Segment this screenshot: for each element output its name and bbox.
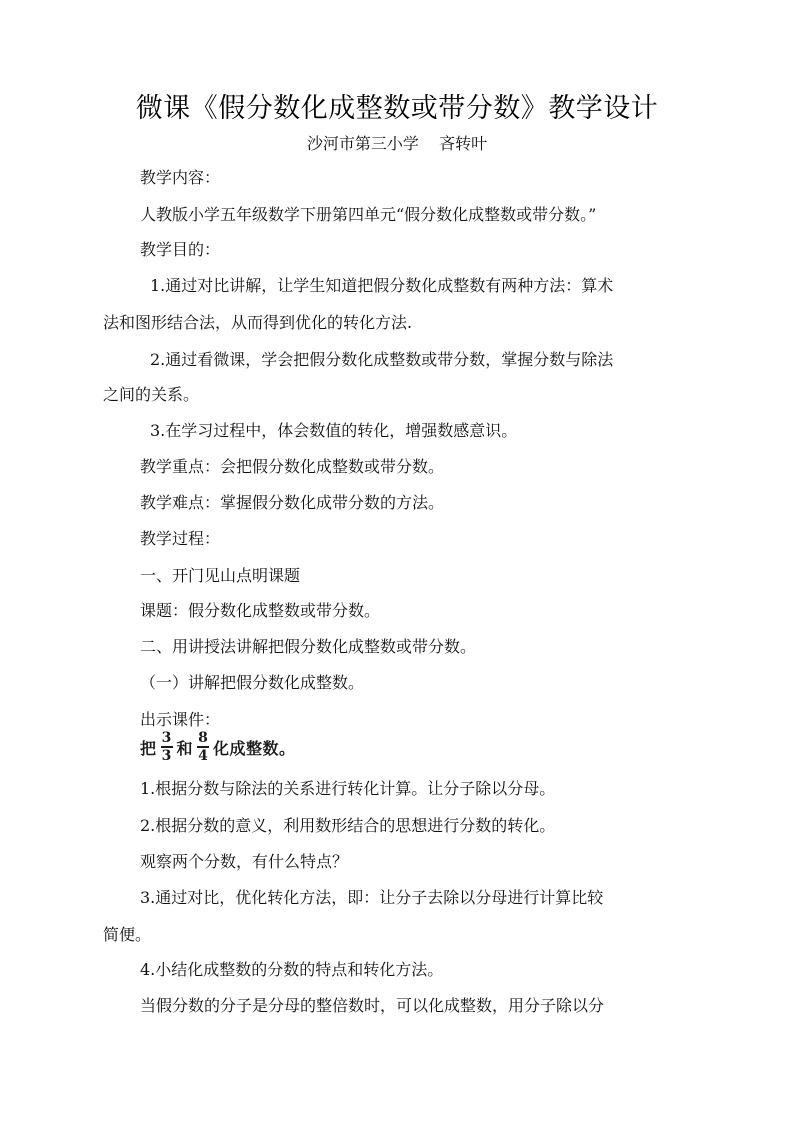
document-title: 微课《假分数化成整数或带分数》教学设计 [135, 93, 659, 124]
fraction-three-thirds [161, 731, 173, 763]
text-line: （一）讲解把假分数化成整数。 [140, 673, 365, 692]
courseware-middle: 和 [176, 738, 194, 758]
text-line: 当假分数的分子是分母的整倍数时，可以化成整数，用分子除以分 [140, 996, 605, 1015]
text-line: 4.小结化成整数的分数的特点和转化方法。 [140, 960, 444, 979]
text-line: 教学目的： [140, 240, 221, 259]
text-line: 2.根据分数的意义，利用数形结合的思想进行分数的转化。 [140, 816, 556, 835]
document-author: 沙河市第三小学 吝转叶 [306, 134, 488, 153]
text-line: 观察两个分数，有什么特点？ [140, 852, 349, 871]
text-line: 教学重点：会把假分数化成整数或带分数。 [140, 457, 445, 476]
courseware-prefix: 把 [140, 738, 157, 758]
text-line: 教学难点：掌握假分数化成带分数的方法。 [140, 493, 445, 512]
fraction-denominator: 3 [161, 748, 172, 764]
courseware-image [140, 730, 296, 764]
fraction-numerator: 8 [198, 730, 208, 746]
fraction-eight-fourths [197, 731, 209, 763]
courseware-suffix: 化成整数。 [213, 738, 296, 758]
text-line: 1.根据分数与除法的关系进行转化计算。让分子除以分母。 [140, 779, 556, 798]
text-line: 一、开门见山点明课题 [140, 566, 301, 585]
text-line: 3.通过对比，优化转化方法，即：让分子去除以分母进行计算比较 [140, 888, 604, 907]
text-line: 3.在学习过程中，体会数值的转化，增强数感意识。 [150, 421, 518, 440]
text-line: 法和图形结合法，从而得到优化的转化方法. [103, 313, 413, 332]
fraction-denominator: 4 [198, 748, 208, 764]
text-line: 人教版小学五年级数学下册第四单元“假分数化成整数或带分数。” [140, 205, 597, 224]
text-line: 二、用讲授法讲解把假分数化成整数或带分数。 [140, 637, 477, 656]
fraction-numerator: 3 [161, 730, 172, 746]
text-line: 课题：假分数化成整数或带分数。 [140, 601, 381, 620]
text-line: 简便。 [103, 925, 152, 944]
text-line: 1.通过对比讲解，让学生知道把假分数化成整数有两种方法：算术 [150, 276, 614, 295]
text-line: 出示课件： [140, 710, 221, 729]
text-line: 2.通过看微课，学会把假分数化成整数或带分数，掌握分数与除法 [150, 350, 614, 369]
text-line: 之间的关系。 [103, 385, 200, 404]
text-line: 教学内容： [140, 168, 221, 187]
text-line: 教学过程： [140, 529, 221, 548]
